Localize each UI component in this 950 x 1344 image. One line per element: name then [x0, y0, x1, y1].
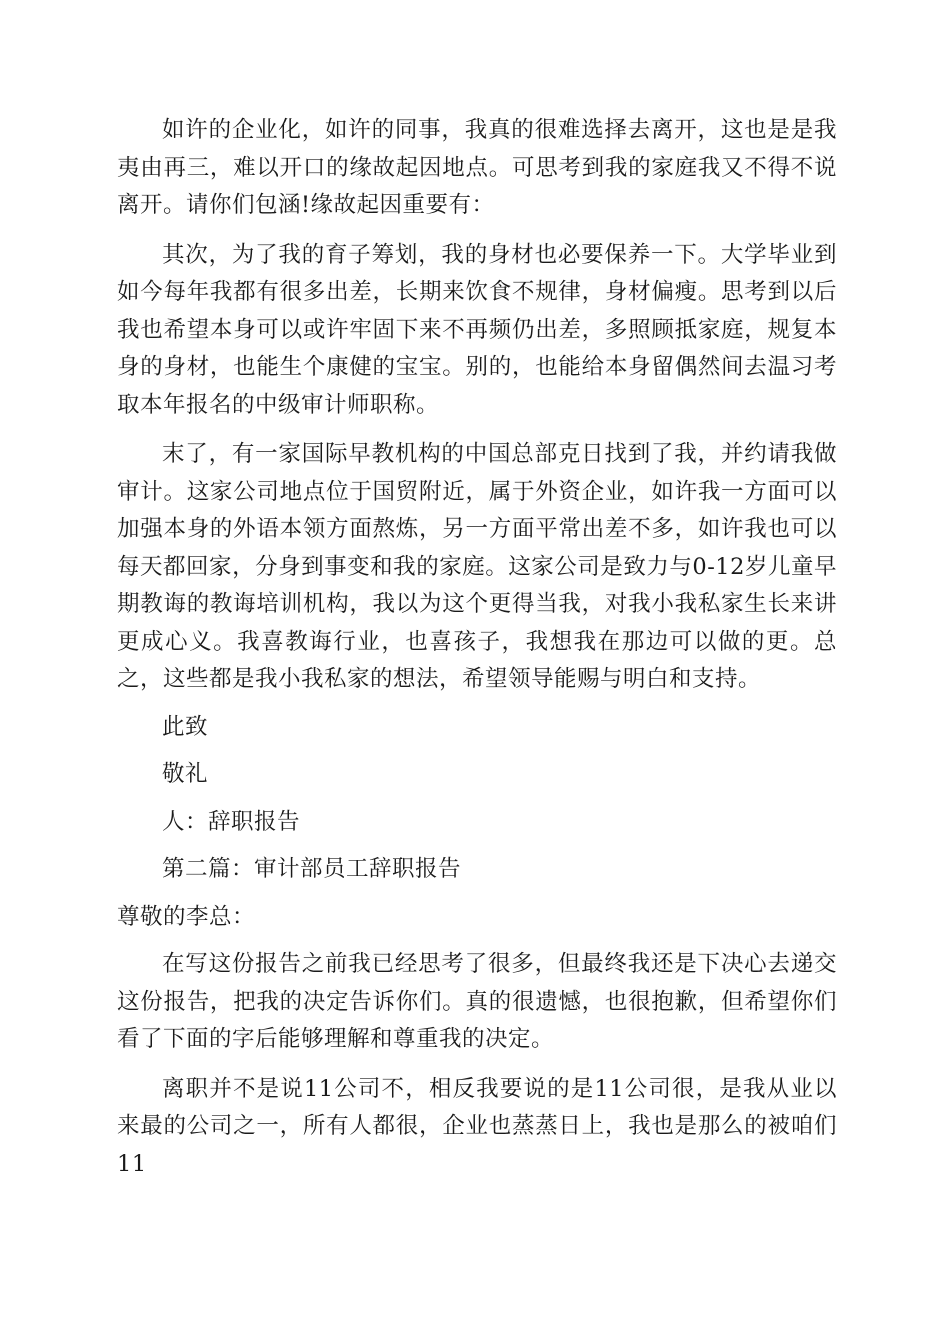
closing-cizhi: 此致	[162, 713, 209, 740]
document-page	[117, 112, 837, 1183]
paragraph-company: 离职并不是说11公司不，相反我要说的是11公司很，是我从业以来最的公司之一，所有人都很，企业也蒸蒸日上，我也是那么的被咱们11	[117, 1075, 837, 1177]
paragraph-decision: 在写这份报告之前我已经思考了很多，但最终我还是下决心去递交这份报告，把我的决定告诉你们。真的很遗憾，也很抱歉，但希望你们看了下面的字后能够理解和尊重我的决定。	[117, 951, 837, 1052]
salutation: 尊敬的李总：	[117, 903, 256, 930]
closing-jingli: 敬礼	[162, 761, 209, 787]
section-title: 第二篇：审计部员工辞职报告	[162, 856, 462, 882]
paragraph-health: 其次，为了我的育子筹划，我的身材也必要保养一下。大学毕业到如今每年我都有很多出差，长期来饮食不规律，身材偏瘦。思考到以后我也希望本身可以或许牢固下来不再频仍出差，多照顾抵家庭，规复本身的身材，也能生个康健的宝宝。别的，也能给本身留偶然间去温习考取本年报名的中级审计师职称。	[117, 241, 837, 418]
signer-line: 人：辞职报告	[162, 808, 301, 835]
paragraph-new-job: 末了，有一家国际早教机构的中国总部克日找到了我，并约请我做审计。这家公司地点位于国贸附近，属于外资企业，如许我一方面可以加强本身的外语本领方面熬炼，另一方面平常出差不多，如许我也可以每天都回家，分身到事变和我的家庭。这家公司是致力与0-12岁儿童早期教诲的教诲培训机构，我以为这个更得当我，对我小我私家生长来讲更成心义。我喜教诲行业，也喜孩子，我想我在那边可以做的更。总之，这些都是我小我私家的想法，希望领导能赐与明白和支持。	[117, 441, 837, 692]
paragraph-reasons-intro: 如许的企业化，如许的同事，我真的很难选择去离开，这也是是我夷由再三，难以开口的缘故起因地点。可思考到我的家庭我又不得不说离开。请你们包涵!缘故起因重要有：	[117, 117, 837, 218]
